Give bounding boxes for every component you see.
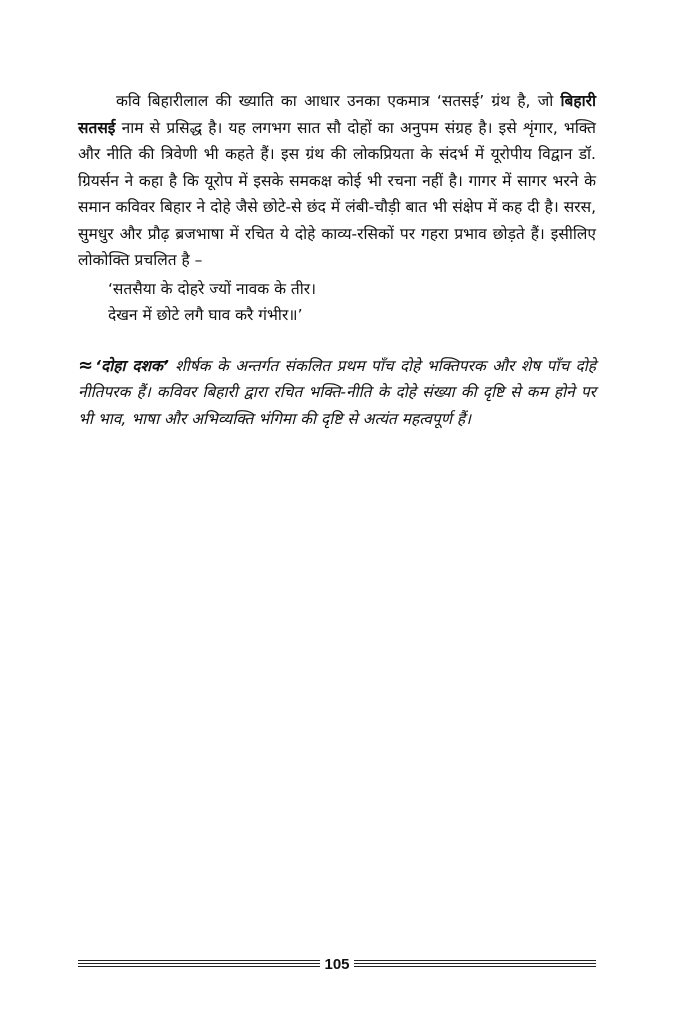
book-title-bold: बिहारी सतसई (78, 92, 596, 137)
intro-text-start: कवि बिहारीलाल की ख्याति का आधार उनका एकमात्र ‘सतसई’ ग्रंथ है, जो (116, 92, 561, 110)
section-note (78, 353, 596, 433)
couplet-line-1: ‘सतसैया के दोहरे ज्यों नावक के तीर। (108, 279, 316, 298)
couplet-line-2: देखन में छोटे लगै घाव करै गंभीर॥’ (108, 306, 303, 324)
footer-rule-right (354, 960, 596, 969)
intro-paragraph (78, 88, 596, 274)
page-number: 105 (324, 955, 350, 973)
page-footer (78, 952, 596, 976)
footer-rule-left (78, 960, 320, 969)
intro-text-rest: नाम से प्रसिद्ध है। यह लगभग सात सौ दोहों का अनुपम संग्रह है। इसे शृंगार, भक्ति और नीति की त्रिवेणी भी कहते हैं। इस ग्रंथ की लोकप्रियता के संदर्भ में यूरोपीय विद्वान डॉ. ग्रियर्सन ने कहा है कि यूरोप में इसके समकक्ष कोई भी रचना नहीं है। गागर में सागर भरने के समान कविवर बिहार ने दोहे जैसे छोटे-से छंद में लंबी-चौड़ी बात भी संक्षेप में कह दी है। सरस, सुमधुर और प्रौढ़ ब्रजभाषा में रचित ये दोहे काव्य-रसिकों पर गहरा प्रभाव छोड़ते हैं। इसीलिए लोकोक्ति प्रचलित है – (78, 118, 596, 269)
note-text: शीर्षक के अन्तर्गत संकलित प्रथम पाँच दोहे भक्तिपरक और शेष पाँच दोहे नीतिपरक हैं। कविवर बिहारी द्वारा रचित भक्ति-नीति के दोहे संख्या की दृष्टि से कम होने पर भी भाव, भाषा और अभिव्यक्ति भंगिमा की दृष्टि से अत्यंत महत्वपूर्ण हैं। (78, 356, 596, 428)
proverb-couplet (78, 276, 596, 329)
page-content (78, 88, 596, 432)
wave-icon: ≈ (78, 354, 94, 376)
note-title: ‘दोहा दशक’ (95, 356, 169, 375)
